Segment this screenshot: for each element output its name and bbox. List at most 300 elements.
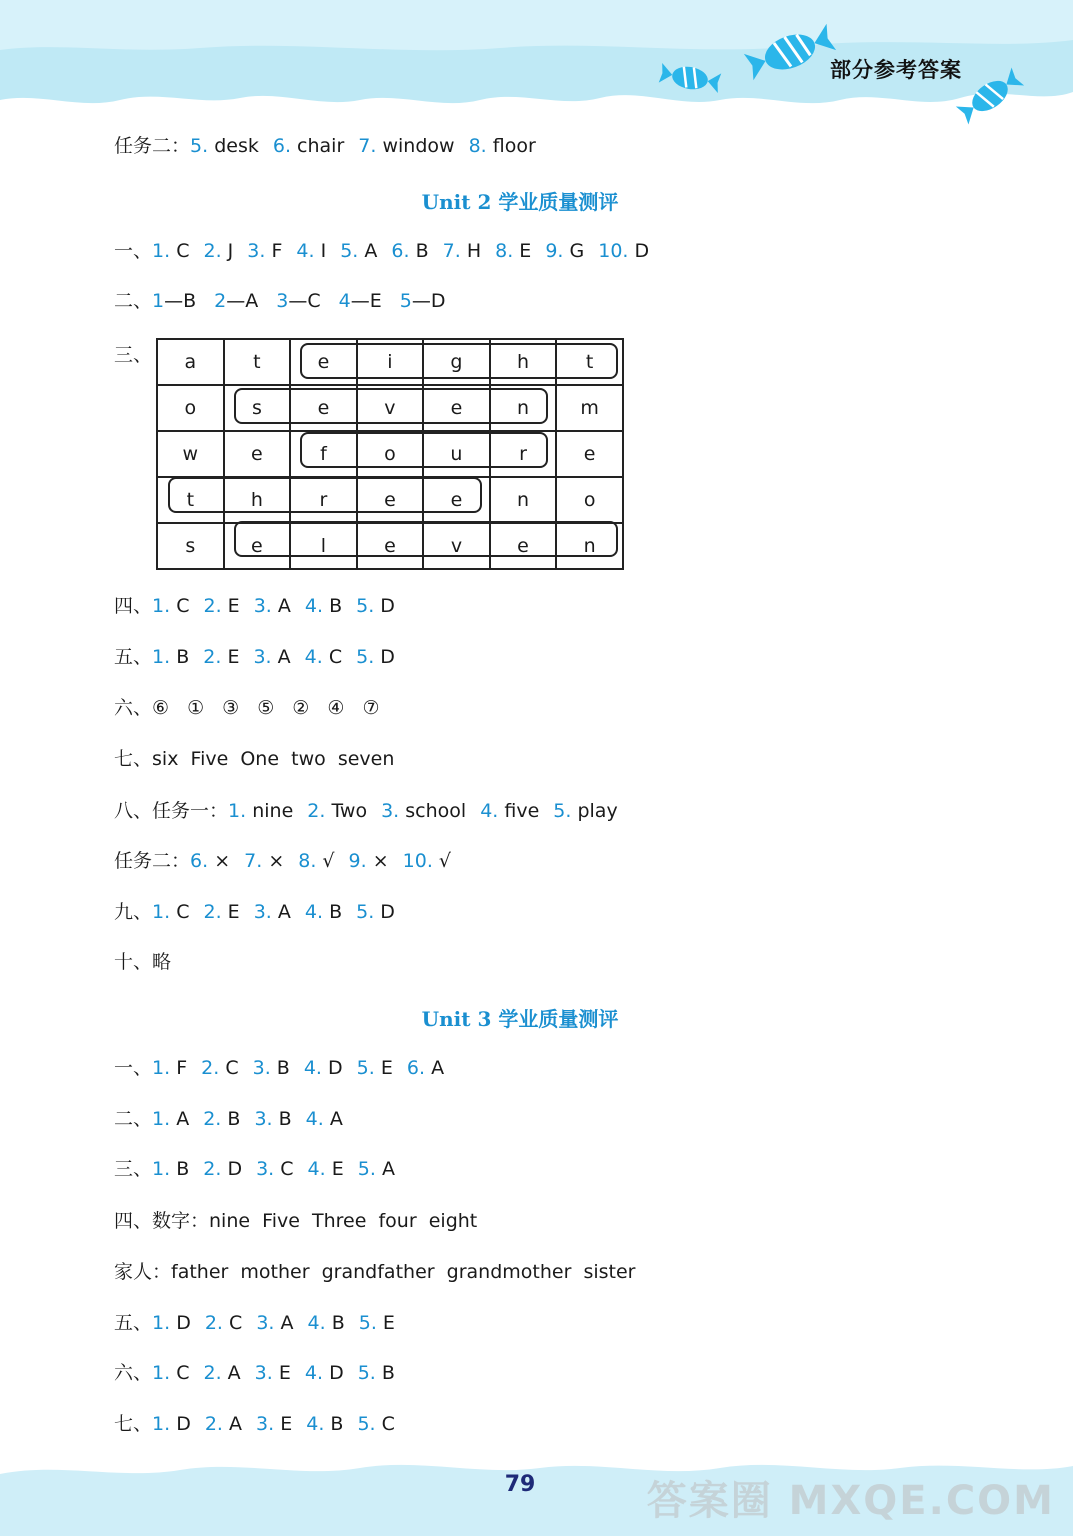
grid-cell: e xyxy=(357,523,424,569)
answer-value: chair xyxy=(297,135,345,157)
grid-cell: w xyxy=(157,431,224,477)
answer-item xyxy=(256,1157,293,1181)
answer-item xyxy=(203,900,239,924)
answer-item xyxy=(203,239,233,263)
grid-cell: o xyxy=(357,431,424,477)
answer-item xyxy=(357,1412,394,1436)
answer-value: F xyxy=(176,1057,188,1079)
grid-cell: h xyxy=(224,477,291,523)
answer-number: 1. xyxy=(152,1413,171,1435)
answer-value: A xyxy=(431,1057,445,1079)
line-prefix: 十、 xyxy=(114,951,153,973)
grid-cell: t xyxy=(157,477,224,523)
answer-value: B xyxy=(329,901,343,923)
answer-number: 8. xyxy=(298,850,317,872)
answer-value: D xyxy=(328,1057,343,1079)
answer-item xyxy=(400,289,446,313)
omitted-answer: 略 xyxy=(152,951,172,973)
answer-value: C xyxy=(176,901,190,923)
answer-number: 1. xyxy=(152,1158,171,1180)
answer-value: A xyxy=(229,1413,243,1435)
answer-number: 1. xyxy=(152,901,171,923)
line-prefix: 七、 xyxy=(114,748,153,770)
answer-number: 6. xyxy=(406,1057,426,1079)
answer-number: 5. xyxy=(553,800,572,822)
answer-number: 1. xyxy=(152,1312,171,1334)
answer-value: D xyxy=(380,595,395,617)
answer-value: floor xyxy=(492,135,536,157)
answer-value: D xyxy=(176,1413,191,1435)
answer-item xyxy=(152,1107,189,1131)
grid-cell: o xyxy=(157,385,224,431)
answer-number: 3. xyxy=(253,646,272,668)
answer-item xyxy=(304,1056,343,1080)
answer-number: 7. xyxy=(442,240,461,262)
answer-item xyxy=(357,1056,393,1080)
answer-item xyxy=(152,1157,189,1181)
answer-item xyxy=(305,645,342,669)
grid-cell: h xyxy=(490,339,557,385)
answer-number: 1 xyxy=(152,290,165,312)
grid-cell: u xyxy=(423,431,490,477)
answer-value: B xyxy=(329,595,343,617)
answer-number: 1. xyxy=(228,800,247,822)
line-prefix: 三、 xyxy=(114,1158,153,1180)
answer-value: C xyxy=(225,1057,239,1079)
answer-number: 1. xyxy=(152,240,171,262)
answer-number: 2. xyxy=(203,1108,222,1130)
answer-number: 1. xyxy=(152,595,171,617)
line-prefix: 一、 xyxy=(114,1057,153,1079)
answer-number: 3 xyxy=(276,290,289,312)
line-prefix: 六、 xyxy=(114,1362,153,1384)
line-prefix: 二、 xyxy=(114,1108,153,1130)
answer-line xyxy=(114,594,409,618)
answer-number: 4. xyxy=(306,1413,325,1435)
word-answers: nine Five Three four eight xyxy=(209,1210,478,1232)
answer-value: I xyxy=(320,240,327,262)
answer-number: 4. xyxy=(480,800,499,822)
answer-number: 5. xyxy=(340,240,359,262)
answer-value: C xyxy=(280,1158,294,1180)
answer-item xyxy=(358,134,454,158)
answer-value: E xyxy=(227,595,240,617)
line-prefix: 四、数字： xyxy=(114,1210,210,1232)
answer-number: 3. xyxy=(253,901,272,923)
answer-line xyxy=(114,1107,357,1131)
answer-number: 5 xyxy=(399,290,412,312)
answer-number: 2. xyxy=(307,800,326,822)
word-box-three xyxy=(168,477,482,513)
answer-item xyxy=(203,1361,240,1385)
answer-number: 5. xyxy=(356,1057,375,1079)
answer-item xyxy=(306,1107,343,1131)
answer-item xyxy=(273,134,344,158)
word-box-eleven xyxy=(234,521,618,557)
answer-value: B xyxy=(227,1108,241,1130)
answer-item xyxy=(203,1107,240,1131)
answer-line xyxy=(114,799,632,823)
answer-number: 3. xyxy=(254,1108,273,1130)
answer-number: 5. xyxy=(356,646,375,668)
answer-value: C xyxy=(176,240,190,262)
answer-line xyxy=(114,696,380,720)
answer-value: × xyxy=(214,850,231,872)
grid-cell: e xyxy=(556,431,623,477)
answer-number: 4. xyxy=(307,1312,326,1334)
grid-cell: r xyxy=(290,477,357,523)
answer-item xyxy=(256,1412,292,1436)
answer-line xyxy=(114,134,550,158)
answer-item xyxy=(307,799,367,823)
answer-value: √ xyxy=(438,850,452,872)
answer-value: J xyxy=(227,240,234,262)
answer-line xyxy=(114,645,409,669)
answer-number: 2. xyxy=(201,1057,220,1079)
answer-number: 3. xyxy=(254,1362,273,1384)
answer-number: 6. xyxy=(272,135,291,157)
answer-item xyxy=(359,1311,395,1335)
answer-number: 8. xyxy=(468,135,487,157)
answer-item xyxy=(205,1412,242,1436)
answer-value: F xyxy=(271,240,283,262)
answer-value: E xyxy=(280,1413,293,1435)
answer-item xyxy=(358,1361,395,1385)
answer-number: 4. xyxy=(307,1158,326,1180)
answer-number: 2. xyxy=(204,1413,223,1435)
line-prefix: 四、 xyxy=(114,595,153,617)
grid-cell: s xyxy=(157,523,224,569)
answer-number: 3. xyxy=(253,595,272,617)
answer-value: five xyxy=(504,800,540,822)
answer-number: 2. xyxy=(203,240,222,262)
grid-cell: n xyxy=(490,385,557,431)
answer-item xyxy=(349,849,389,873)
answer-value: D xyxy=(227,1158,243,1180)
answer-item xyxy=(253,645,290,669)
answer-line xyxy=(114,1412,409,1436)
answer-item xyxy=(214,289,258,313)
answer-number: 5. xyxy=(356,901,375,923)
answer-item xyxy=(152,594,189,618)
answer-value: A xyxy=(176,1108,190,1130)
answer-value: B xyxy=(330,1413,344,1435)
grid-cell: e xyxy=(290,339,357,385)
answer-value: E xyxy=(380,1057,393,1079)
grid-cell: v xyxy=(357,385,424,431)
page-header-title: 部分参考答案 xyxy=(830,58,962,82)
answer-item xyxy=(152,900,189,924)
grid-cell: a xyxy=(157,339,224,385)
word-box-four xyxy=(300,432,548,468)
answer-item xyxy=(356,900,395,924)
grid-cell: e xyxy=(423,385,490,431)
answer-number: 1. xyxy=(152,1362,171,1384)
answer-item xyxy=(190,134,259,158)
answer-number: 10. xyxy=(402,850,433,872)
grid-cell: g xyxy=(423,339,490,385)
answer-line xyxy=(114,1260,636,1284)
word-box-seven xyxy=(234,388,548,424)
answer-item xyxy=(306,1412,343,1436)
answer-value: A xyxy=(277,901,291,923)
answer-number: 7. xyxy=(244,850,263,872)
answer-number: 3. xyxy=(256,1312,275,1334)
answer-item xyxy=(203,594,239,618)
answer-value: E xyxy=(227,901,240,923)
answer-line xyxy=(114,239,663,263)
answer-number: 5. xyxy=(357,1362,376,1384)
grid-cell: e xyxy=(357,477,424,523)
answer-item xyxy=(305,594,342,618)
answer-number: 6. xyxy=(391,240,410,262)
answer-item xyxy=(152,1311,191,1335)
answer-item xyxy=(190,849,230,873)
answer-value: C xyxy=(229,1312,243,1334)
answer-value: × xyxy=(372,850,389,872)
line-prefix: 家人： xyxy=(114,1261,172,1283)
answer-line xyxy=(114,1056,458,1080)
line-prefix: 七、 xyxy=(114,1413,153,1435)
answer-number: 3. xyxy=(256,1158,275,1180)
answer-line xyxy=(114,289,463,313)
answer-number: 4. xyxy=(304,595,324,617)
grid-cell: e xyxy=(423,477,490,523)
answer-item xyxy=(296,239,326,263)
answer-number: 1. xyxy=(152,1108,171,1130)
answer-item xyxy=(255,1361,291,1385)
line-prefix: 一、 xyxy=(114,240,153,262)
answer-number: 6. xyxy=(190,850,209,872)
grid-cell: r xyxy=(490,431,557,477)
answer-item xyxy=(305,1361,344,1385)
answer-item xyxy=(201,1056,238,1080)
answer-value: B xyxy=(176,1158,190,1180)
answer-number: 4. xyxy=(296,240,315,262)
answer-number: 7. xyxy=(358,135,377,157)
answer-item xyxy=(254,900,291,924)
answer-value: D xyxy=(329,1362,344,1384)
answer-value: play xyxy=(577,800,618,822)
grid-cell: n xyxy=(556,523,623,569)
answer-line xyxy=(114,900,409,924)
answer-line xyxy=(114,1311,409,1335)
grid-cell: i xyxy=(357,339,424,385)
grid-cell: e xyxy=(224,431,291,477)
answer-item xyxy=(152,289,196,313)
answer-item xyxy=(152,239,189,263)
answer-number: 4. xyxy=(304,1362,324,1384)
answer-number: 4 xyxy=(338,290,351,312)
answer-item xyxy=(152,1056,187,1080)
unit3-title: Unit 3 学业质量测评 xyxy=(421,1007,619,1031)
answer-value: × xyxy=(268,850,285,872)
answer-item xyxy=(443,239,481,263)
grid-cell: e xyxy=(224,523,291,569)
answer-item xyxy=(253,1056,290,1080)
answer-number: 8. xyxy=(495,240,514,262)
answer-number: 2. xyxy=(204,1312,223,1334)
answer-item xyxy=(598,239,649,263)
answer-item xyxy=(407,1056,444,1080)
answer-item xyxy=(152,1412,191,1436)
answer-number: 3. xyxy=(247,240,266,262)
answer-value: A xyxy=(381,1158,395,1180)
answer-item xyxy=(152,645,189,669)
answer-value: √ xyxy=(322,850,335,872)
grid-cell: e xyxy=(490,523,557,569)
answer-number: 5. xyxy=(357,1158,376,1180)
answer-item xyxy=(305,900,342,924)
answer-value: B xyxy=(276,1057,290,1079)
answer-number: 3. xyxy=(256,1413,275,1435)
answer-number: 2. xyxy=(203,1158,222,1180)
answer-item xyxy=(381,799,466,823)
answer-item xyxy=(553,799,617,823)
grid-label: 三、 xyxy=(114,344,153,366)
answer-number: 4. xyxy=(303,1057,322,1079)
word-answers: six Five One two seven xyxy=(152,748,395,770)
answer-line xyxy=(114,1209,477,1233)
answer-value: B xyxy=(278,1108,292,1130)
answer-value: G xyxy=(569,240,585,262)
answer-line xyxy=(114,747,394,771)
answer-item xyxy=(480,799,539,823)
answer-number: 4. xyxy=(305,1108,324,1130)
answer-value: A xyxy=(227,1362,241,1384)
answer-number: 5. xyxy=(190,135,209,157)
answer-item xyxy=(254,594,291,618)
line-prefix: 五、 xyxy=(114,646,153,668)
answer-number: 3. xyxy=(381,800,400,822)
answer-value: E xyxy=(382,1312,395,1334)
answer-item xyxy=(339,289,382,313)
grid-cell: t xyxy=(224,339,291,385)
answer-value: school xyxy=(405,800,467,822)
answer-line xyxy=(114,950,171,974)
word-search-grid xyxy=(156,338,624,562)
answer-number: 5. xyxy=(357,1413,376,1435)
answer-number: 2. xyxy=(203,646,222,668)
answer-value: B xyxy=(381,1362,395,1384)
answer-value: —E xyxy=(350,290,382,312)
answer-item xyxy=(203,1157,242,1181)
answer-number: 2. xyxy=(203,1362,222,1384)
answer-value: B xyxy=(176,646,190,668)
answer-number: 9. xyxy=(545,240,564,262)
answer-value: E xyxy=(278,1362,291,1384)
answer-item xyxy=(228,799,293,823)
answer-value: Two xyxy=(331,800,368,822)
answer-value: —C xyxy=(288,290,321,312)
word-box-eight xyxy=(300,343,618,379)
answer-number: 1. xyxy=(152,1057,171,1079)
answer-item xyxy=(254,1107,291,1131)
grid-cell: v xyxy=(423,523,490,569)
answer-number: 10. xyxy=(598,240,629,262)
answer-item xyxy=(205,1311,242,1335)
answer-value: A xyxy=(329,1108,343,1130)
answer-number: 9. xyxy=(348,850,367,872)
answer-item xyxy=(356,645,395,669)
answer-value: —B xyxy=(164,290,197,312)
answer-value: nine xyxy=(252,800,294,822)
answer-item xyxy=(256,1311,293,1335)
answer-number: 3. xyxy=(252,1057,271,1079)
answer-value: D xyxy=(380,901,395,923)
answer-item xyxy=(545,239,584,263)
grid-cell: t xyxy=(556,339,623,385)
grid-cell: n xyxy=(490,477,557,523)
answer-number: 4. xyxy=(304,646,323,668)
answer-item xyxy=(358,1157,395,1181)
answer-value: D xyxy=(380,646,395,668)
answer-value: D xyxy=(176,1312,191,1334)
answer-item xyxy=(247,239,282,263)
answer-item xyxy=(203,645,239,669)
answer-value: A xyxy=(277,646,291,668)
answer-value: C xyxy=(328,646,343,668)
answer-number: 5. xyxy=(356,595,375,617)
line-prefix: 二、 xyxy=(114,290,153,312)
answer-value: A xyxy=(364,240,378,262)
answer-value: E xyxy=(227,646,240,668)
watermark: 答案圈 MXQE.COM xyxy=(646,1478,1055,1524)
line-prefix: 九、 xyxy=(114,901,153,923)
grid-cell: o xyxy=(556,477,623,523)
answer-number: 2. xyxy=(203,595,222,617)
answer-value: desk xyxy=(214,135,259,157)
answer-item xyxy=(308,1311,345,1335)
page-number: 79 xyxy=(504,1472,536,1497)
answer-item xyxy=(356,594,395,618)
answer-value: —A xyxy=(226,290,259,312)
answer-number: 1. xyxy=(152,646,171,668)
answer-value: A xyxy=(280,1312,294,1334)
answer-item xyxy=(391,239,428,263)
grid-cell: l xyxy=(290,523,357,569)
answer-value: B xyxy=(415,240,429,262)
sequence-answer: ⑥ ① ③ ⑤ ② ④ ⑦ xyxy=(152,697,380,719)
unit2-title: Unit 2 学业质量测评 xyxy=(421,190,619,214)
line-prefix: 八、任务一： xyxy=(114,800,229,822)
answer-item xyxy=(495,239,531,263)
answer-item xyxy=(308,1157,344,1181)
grid-cell: s xyxy=(224,385,291,431)
answer-value: D xyxy=(634,240,650,262)
word-answers: father mother grandfather grandmother sister xyxy=(171,1261,636,1283)
answer-item xyxy=(340,239,377,263)
answer-item xyxy=(244,849,284,873)
answer-item xyxy=(276,289,320,313)
answer-value: window xyxy=(382,135,455,157)
line-prefix: 六、 xyxy=(114,697,153,719)
answer-item xyxy=(298,849,334,873)
answer-line xyxy=(114,1157,409,1181)
answer-item xyxy=(403,849,451,873)
answer-value: —D xyxy=(411,290,446,312)
grid-cell: m xyxy=(556,385,623,431)
answer-number: 4. xyxy=(304,901,324,923)
grid-cell: f xyxy=(290,431,357,477)
line-prefix: 任务二： xyxy=(114,135,191,157)
answer-value: C xyxy=(176,1362,190,1384)
answer-value: C xyxy=(381,1413,395,1435)
answer-number: 2. xyxy=(203,901,222,923)
answer-value: E xyxy=(331,1158,344,1180)
answer-item xyxy=(152,1361,189,1385)
answer-line xyxy=(114,849,465,873)
